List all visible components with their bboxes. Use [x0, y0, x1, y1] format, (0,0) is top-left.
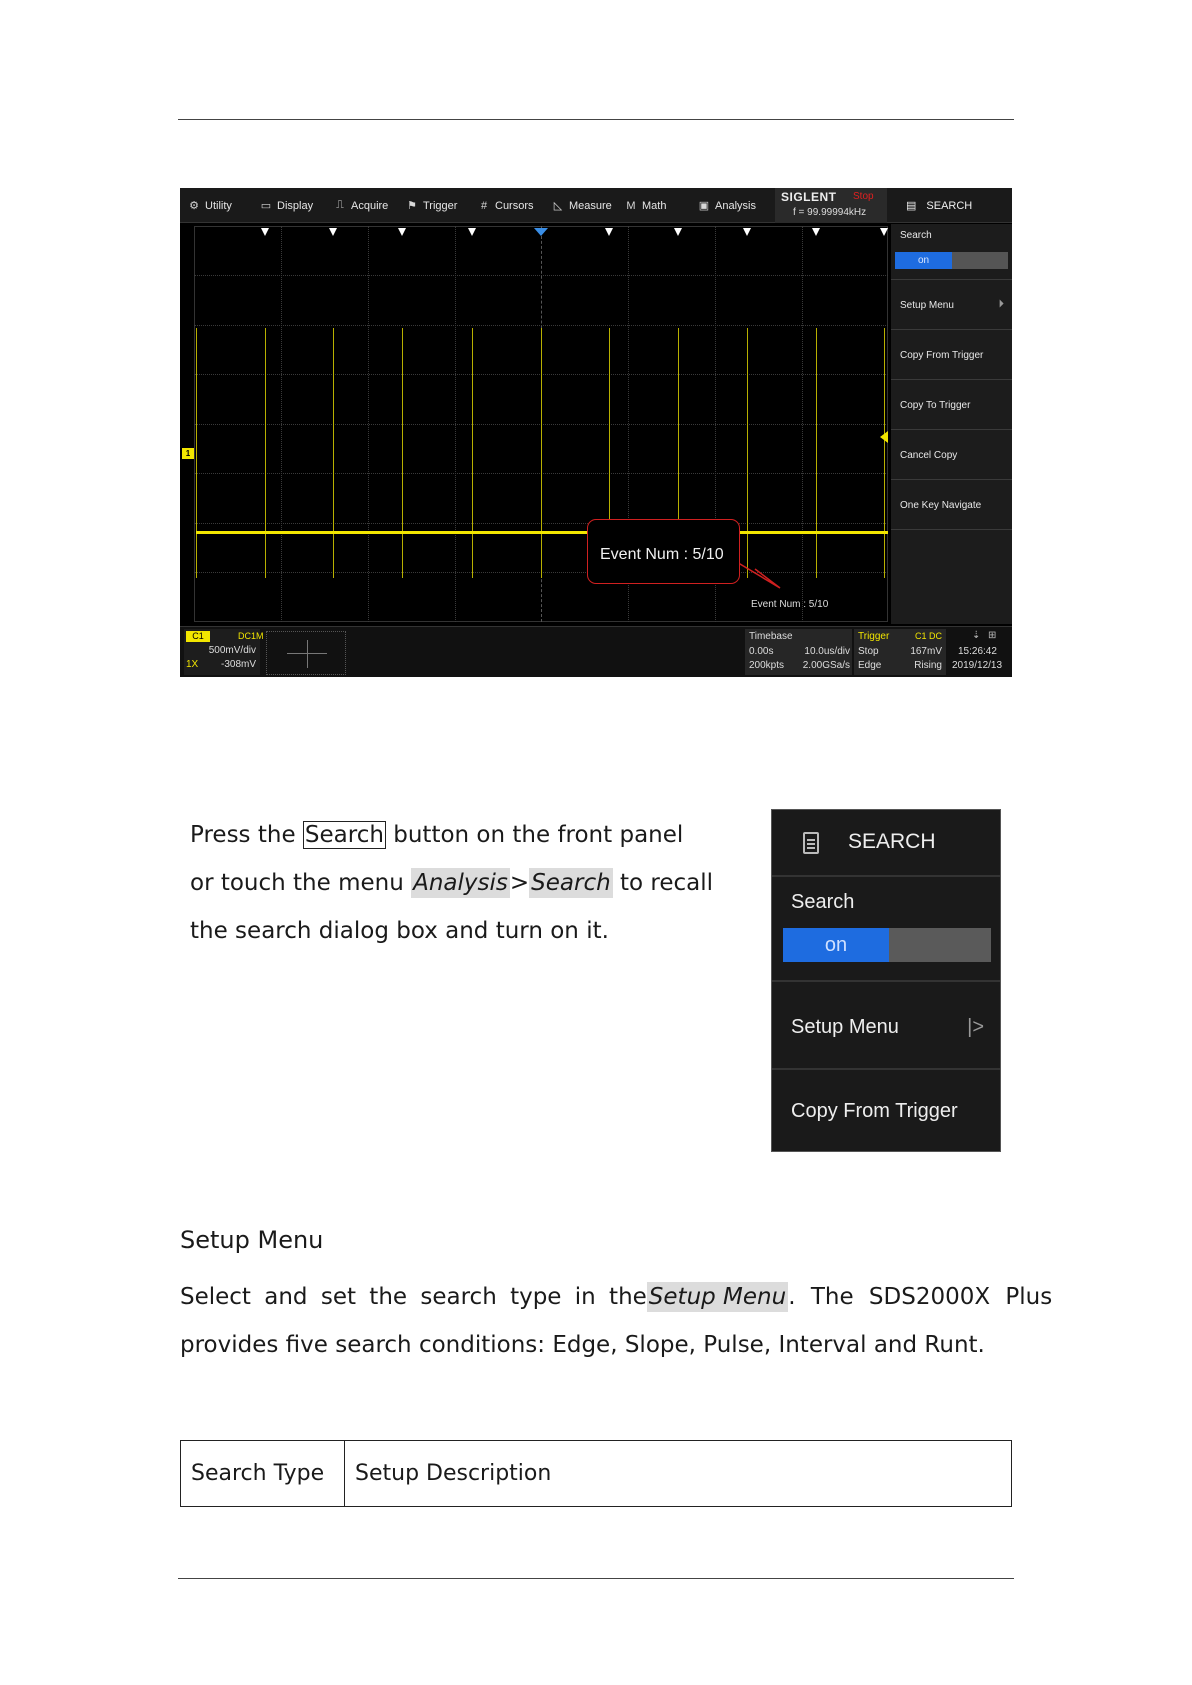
intro-line-1: Press the Search button on the front panel: [190, 822, 684, 848]
intro-line-3: the search dialog box and turn on it.: [190, 918, 609, 944]
clipboard-icon: [803, 832, 819, 854]
footer-rule: [178, 1578, 1014, 1579]
submenu-arrow-icon: ⏵: [998, 298, 1004, 310]
menu-utility[interactable]: ⚙ Utility: [189, 199, 232, 212]
callout-pointer: [180, 188, 1012, 677]
add-channel-button[interactable]: [266, 631, 346, 675]
setup-menu-item[interactable]: Setup Menu ⏵: [891, 282, 1012, 330]
search-menu-title: ▤ SEARCH: [906, 199, 973, 212]
gear-icon: ⚙: [189, 200, 199, 212]
menu-math[interactable]: M Math: [626, 199, 667, 212]
panel-search-item[interactable]: Search on: [772, 879, 1000, 982]
search-toggle-item[interactable]: Search on: [891, 224, 1012, 280]
search-side-menu: [891, 224, 1012, 624]
scope-status-bar: [180, 626, 1012, 677]
panel-header: SEARCH: [772, 810, 1000, 877]
panel-setup-menu-item[interactable]: Setup Menu |>: [772, 984, 1000, 1070]
cancel-copy-item[interactable]: Cancel Copy: [891, 432, 1012, 480]
search-menu-closeup: [771, 809, 1001, 1152]
menu-trigger[interactable]: ⚑ Trigger: [407, 199, 458, 212]
search-toggle[interactable]: on: [895, 252, 1008, 269]
copy-from-trigger-item[interactable]: Copy From Trigger: [891, 332, 1012, 380]
trigger-info[interactable]: Trigger C1 DC Stop 167mV Edge Rising: [854, 629, 946, 675]
brand-logo: SIGLENT: [781, 190, 837, 204]
header-rule: [178, 119, 1014, 120]
search-button-reference: Search: [304, 822, 384, 848]
menu-analysis[interactable]: ▣ Analysis: [698, 199, 756, 212]
section-paragraph-line-1: Select and set the search type in the Setup Menu. The SDS2000X Plus: [180, 1284, 1053, 1310]
monitor-icon: ▭: [260, 200, 272, 212]
panel-search-toggle[interactable]: on: [783, 928, 991, 962]
usb-icon: ⇣: [972, 630, 981, 641]
search-menu-reference: Search: [531, 870, 611, 896]
setup-menu-line-tail: Setup Menu. The SDS2000X Plus: [648, 1284, 1053, 1310]
channel-1-offset-marker[interactable]: 1: [182, 448, 194, 459]
table-header-cell: Setup Description: [345, 1441, 1012, 1507]
table-header-row: [181, 1441, 1012, 1507]
menu-cursors[interactable]: # Cursors: [478, 188, 534, 223]
menu-measure[interactable]: ◺ Measure: [553, 199, 612, 212]
measure-icon: ◺: [553, 200, 563, 212]
copy-to-trigger-item[interactable]: Copy To Trigger: [891, 382, 1012, 430]
oscilloscope-screenshot: [180, 188, 1012, 677]
submenu-arrow-icon: |>: [967, 1016, 984, 1038]
acquire-icon: ⎍: [336, 199, 344, 211]
menu-acquire[interactable]: ⎍ Acquire: [334, 188, 388, 223]
analysis-icon: ▣: [698, 200, 710, 212]
intro-line-2: or touch the menu Analysis>Search to recall: [190, 870, 714, 896]
math-icon: M: [626, 199, 636, 212]
date-time: ⇣ ⊞ 15:26:42 2019/12/13: [952, 630, 1003, 671]
event-number-readout: Event Num : 5/10: [751, 599, 829, 610]
run-state[interactable]: Stop: [853, 191, 874, 202]
event-number-callout: Event Num : 5/10: [587, 519, 740, 584]
section-heading: Setup Menu: [180, 1226, 324, 1254]
menu-display[interactable]: ▭ Display: [260, 199, 314, 212]
search-type-table: [180, 1440, 1012, 1507]
setup-menu-reference: Setup Menu: [648, 1284, 787, 1310]
table-header-cell: Search Type: [181, 1441, 345, 1507]
panel-copy-from-trigger-item[interactable]: Copy From Trigger: [791, 1100, 958, 1122]
cursors-icon: #: [480, 199, 488, 212]
channel-1-info[interactable]: C1 DC1M 500mV/div 1X -308mV: [184, 629, 260, 675]
clipboard-icon: ▤: [906, 200, 917, 212]
section-paragraph-line-2: provides five search conditions: Edge, Slope, Pulse, Interval and Runt.: [180, 1332, 985, 1358]
frequency-readout: f = 99.99994kHz: [793, 207, 867, 218]
network-icon: ⊞: [988, 630, 997, 641]
flag-icon: ⚑: [407, 200, 417, 212]
timebase-info[interactable]: Timebase 0.00s 10.0us/div 200kpts 2.00GSa/s: [745, 629, 852, 675]
analysis-menu-reference: Analysis: [413, 870, 508, 896]
one-key-navigate-item[interactable]: One Key Navigate: [891, 482, 1012, 530]
